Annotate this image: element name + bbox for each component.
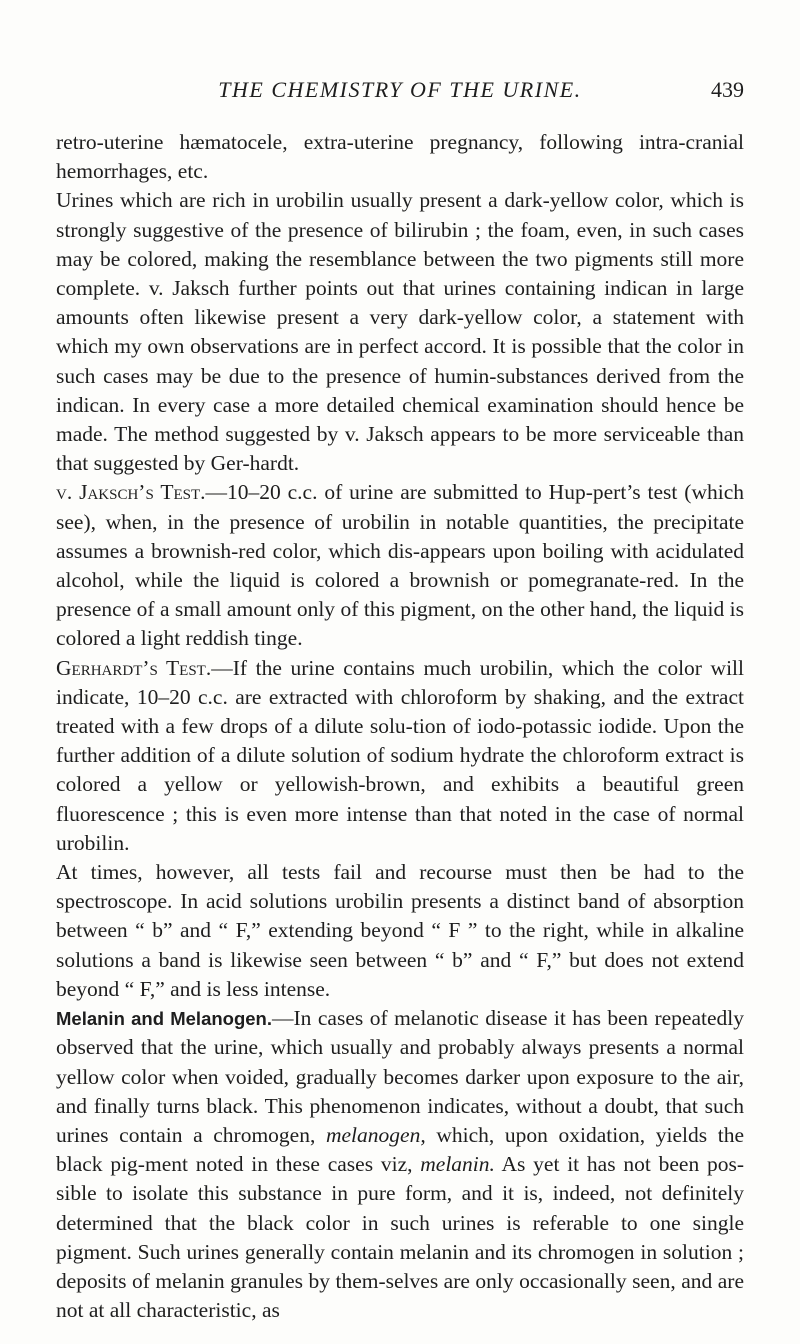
melanin-heading: Melanin and Melanogen. [56,1008,272,1030]
paragraph-melanin [56,1004,744,1325]
paragraph-jaksch-test [56,478,744,653]
gerhardt-test-body: —If the urine contains much urobilin, which the color will indicate, 10–20 c.c. are extracted with chloroform by shaking, and the extract treated with a few drops of a dilute solu-tion of iodo-potassic iodide. Upon the further addition of a dilute solution of sodium hydrate the chloroform extract is colored a yellow or yellowish-brown, and exhibits a beautiful green fluorescence ; this is even more intense than that noted in the case of normal urobilin. [56,655,744,855]
paragraph-spectroscope: At times, however, all tests fail and recourse must then be had to the spectroscope. In acid solutions urobilin presents a distinct band of absorption between “ b” and “ F,” extending beyond “ F ” to the right, while in alkaline solutions a band is likewise seen between “ b” and “ F,” but does not extend beyond “ F,” and is less intense. [56,860,744,1001]
melanin-body-1: —In cases of melanotic disease it has been repeatedly observed that the urine, which usually and probably always presents a normal yellow color when voided, gradually becomes darker upon exposure to the air, and finally turns black. This phenomenon indicates, without a doubt, that such urines contain a chromogen, [56,1006,744,1147]
melanin-body-3: As yet it has not been pos-sible to isolate this substance in pure form, and it is, indeed, not definitely determined that the black color in such urines is referable to one single pigment. Such urines generally contain melanin and its chromogen in solution ; deposits of melanin granules by them-selves are only occasionally seen, and are not at all characteristic, as [56,1152,744,1323]
book-page [56,76,744,1325]
page-number: 439 [711,77,744,102]
paragraph-urobilin-color: Urines which are rich in urobilin usually present a dark-yellow color, which is strongly suggestive of the presence of bilirubin ; the foam, even, in such cases may be colored, making the resemblance between the two pigments still more complete. v. Jaksch further points out that urines containing indican in large amounts often likewise present a very dark-yellow color, a statement with which my own observations are in perfect accord. It is possible that the color in such cases may be due to the presence of humin-substances derived from the indican. In every case a more detailed chemical examination should hence be made. The method suggested by v. Jaksch appears to be more serviceable than that suggested by Ger-hardt. [56,188,744,476]
paragraph-continuation: retro-uterine hæmatocele, extra-uterine pregnancy, following intra-cranial hemorrhages, etc. [56,130,744,184]
running-head [56,76,744,116]
jaksch-test-body: —10–20 c.c. of urine are submitted to Hup-pert’s test (which see), when, in the presence of urobilin in notable quantities, the precipitate assumes a brownish-red color, which dis-appears upon boiling with acidulated alcohol, while the liquid is colored a brownish or pomegranate-red. In the presence of a small amount only of this pigment, on the other hand, the liquid is colored a light reddish tinge. [56,480,744,651]
jaksch-test-heading: v. Jaksch’s Test. [56,480,206,505]
body-text [56,128,744,1325]
melanogen-term: melanogen, [325,1122,426,1147]
gerhardt-test-heading: Gerhardt’s Test. [56,655,212,680]
melanin-term: melanin. [420,1152,495,1177]
running-title: THE CHEMISTRY OF THE URINE. [218,77,582,102]
paragraph-gerhardt-test [56,654,744,858]
melanin-body-2: which, upon oxidation, yields the black pig-ment noted in these cases viz, [56,1122,744,1177]
